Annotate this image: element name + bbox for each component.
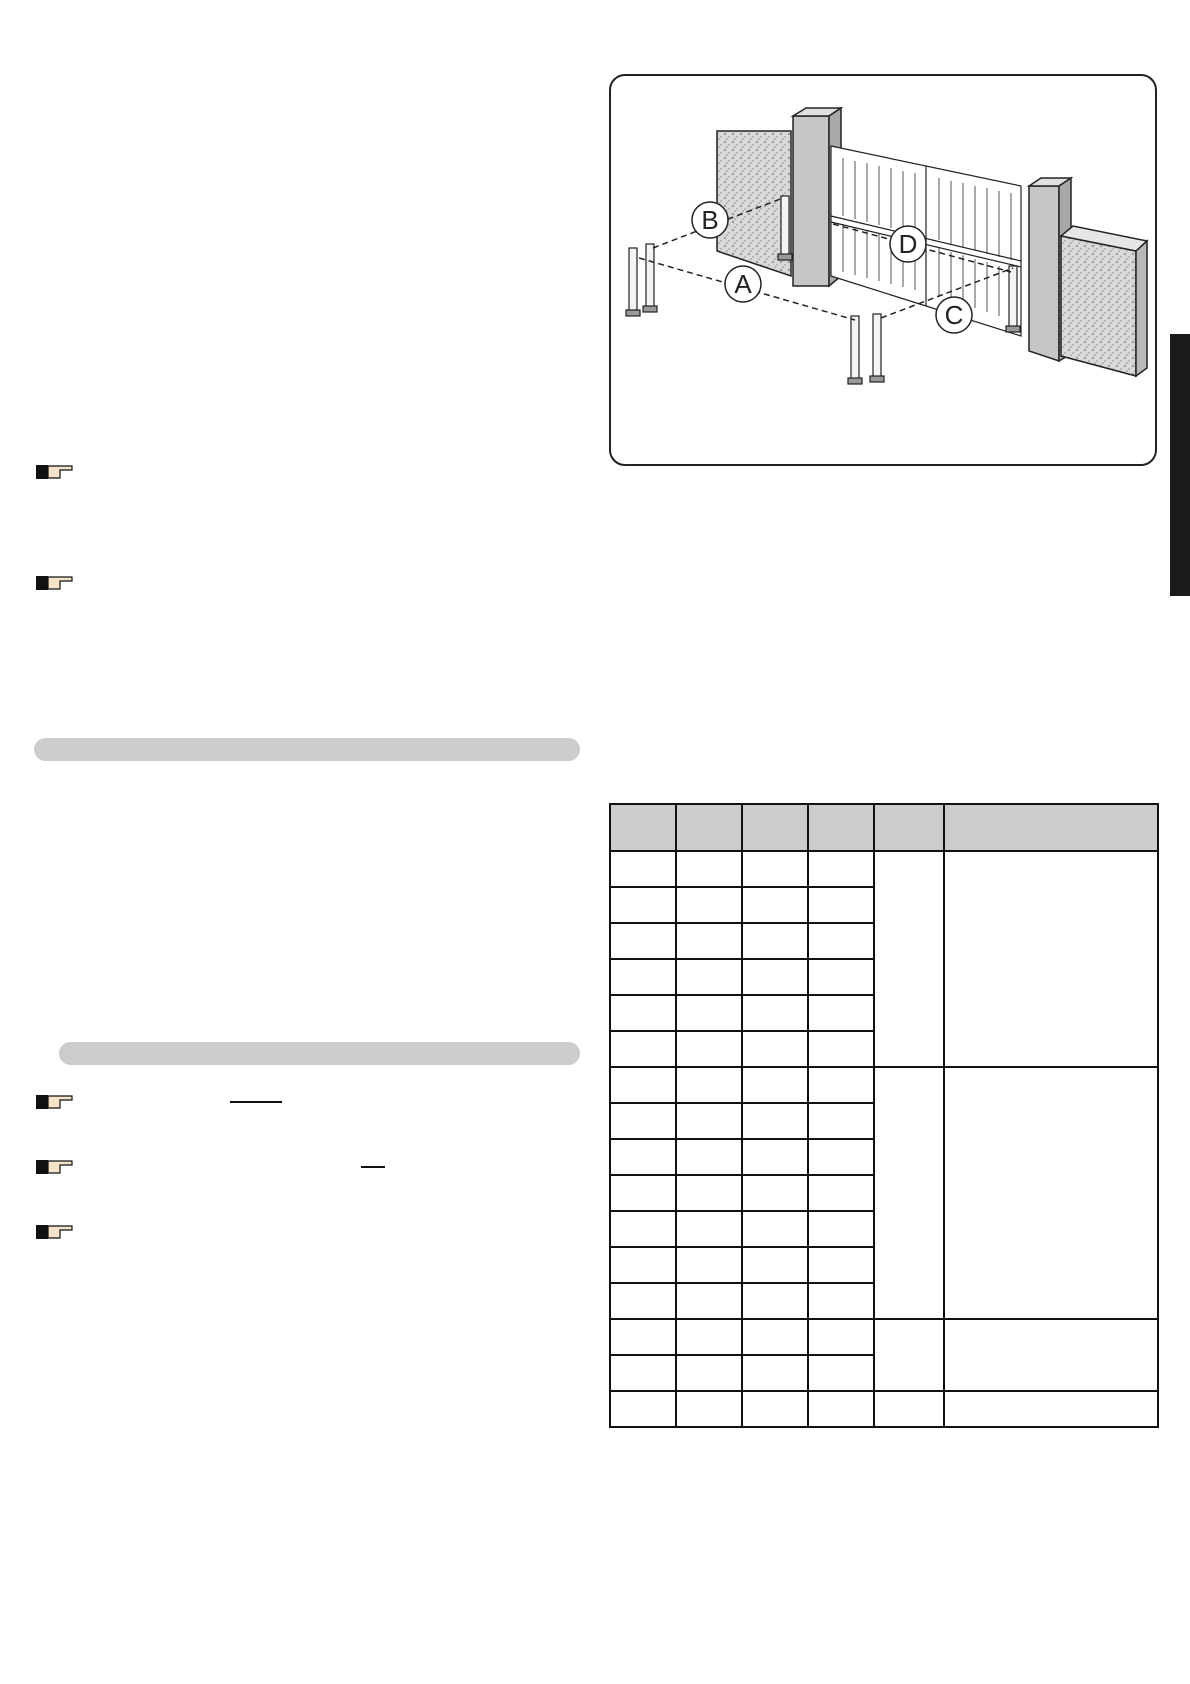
header-cell xyxy=(610,804,676,851)
table-cell xyxy=(808,1391,874,1427)
table-cell xyxy=(610,1247,676,1283)
table-row xyxy=(610,1067,1158,1103)
table-cell xyxy=(676,1355,742,1391)
svg-text:B: B xyxy=(701,205,719,235)
table-cell xyxy=(676,1247,742,1283)
table-cell xyxy=(742,851,808,887)
merged-cell xyxy=(944,1319,1158,1391)
svg-text:A: A xyxy=(734,269,752,299)
table-cell xyxy=(808,1247,874,1283)
table-cell xyxy=(676,1067,742,1103)
header-cell xyxy=(944,804,1158,851)
table-header-row xyxy=(610,804,1158,851)
table-cell xyxy=(610,995,676,1031)
table-cell xyxy=(808,1319,874,1355)
label-b xyxy=(692,202,728,238)
underline-mark xyxy=(361,1166,385,1168)
header-cell xyxy=(808,804,874,851)
section-heading-bar xyxy=(34,738,580,761)
table-cell xyxy=(610,1139,676,1175)
table-cell xyxy=(610,851,676,887)
label-c xyxy=(936,297,972,333)
table-cell xyxy=(808,887,874,923)
table-cell xyxy=(676,1175,742,1211)
merged-cell xyxy=(944,851,1158,1067)
table-cell xyxy=(742,1355,808,1391)
page-edge-tab xyxy=(1170,334,1190,596)
table-cell xyxy=(944,1391,1158,1427)
pointing-hand-icon xyxy=(34,571,78,595)
table-cell xyxy=(610,923,676,959)
gate-illustration xyxy=(611,76,1155,464)
table-cell xyxy=(610,1031,676,1067)
table-cell xyxy=(676,959,742,995)
table-cell xyxy=(676,1391,742,1427)
table-cell xyxy=(742,1391,808,1427)
pointing-hand-icon xyxy=(34,1090,78,1114)
table-cell xyxy=(808,1211,874,1247)
table-cell xyxy=(610,959,676,995)
table-cell xyxy=(676,923,742,959)
table-cell xyxy=(676,1283,742,1319)
table-cell xyxy=(742,1211,808,1247)
table-cell xyxy=(808,1067,874,1103)
pointing-hand-icon xyxy=(34,1155,78,1179)
table-cell xyxy=(742,887,808,923)
table-cell xyxy=(742,1031,808,1067)
subsection-heading-bar xyxy=(59,1042,580,1065)
merged-cell xyxy=(874,851,944,1067)
table-cell xyxy=(610,887,676,923)
table-cell xyxy=(676,851,742,887)
table-cell xyxy=(676,1211,742,1247)
table-cell xyxy=(610,1319,676,1355)
table-cell xyxy=(676,1319,742,1355)
table-cell xyxy=(610,1283,676,1319)
table-cell xyxy=(676,1103,742,1139)
table-row xyxy=(610,1391,1158,1427)
table-cell xyxy=(874,1391,944,1427)
table-cell xyxy=(742,1139,808,1175)
svg-text:C: C xyxy=(944,300,964,330)
gate-figure xyxy=(609,74,1157,466)
table-cell xyxy=(610,1175,676,1211)
table-row xyxy=(610,1319,1158,1355)
table-cell xyxy=(676,995,742,1031)
table-cell xyxy=(742,1067,808,1103)
table-cell xyxy=(742,1319,808,1355)
merged-cell xyxy=(944,1067,1158,1319)
table-cell xyxy=(742,923,808,959)
underline-mark xyxy=(230,1101,282,1103)
table-cell xyxy=(808,1103,874,1139)
table-cell xyxy=(610,1211,676,1247)
svg-text:D: D xyxy=(898,229,918,259)
header-cell xyxy=(742,804,808,851)
table-cell xyxy=(610,1067,676,1103)
label-a xyxy=(725,266,761,302)
table-cell xyxy=(610,1355,676,1391)
right-wall xyxy=(1061,226,1147,376)
label-d xyxy=(890,226,926,262)
table-cell xyxy=(742,995,808,1031)
table-cell xyxy=(808,1139,874,1175)
table-cell xyxy=(808,923,874,959)
table-cell xyxy=(742,1103,808,1139)
table-cell xyxy=(742,1247,808,1283)
table-cell xyxy=(808,995,874,1031)
header-cell xyxy=(676,804,742,851)
table-cell xyxy=(808,959,874,995)
header-cell xyxy=(874,804,944,851)
table-cell xyxy=(676,1139,742,1175)
table-cell xyxy=(742,1175,808,1211)
table-cell xyxy=(676,1031,742,1067)
table-cell xyxy=(742,1283,808,1319)
pointing-hand-icon xyxy=(34,1220,78,1244)
table-cell xyxy=(808,1355,874,1391)
merged-cell xyxy=(874,1067,944,1319)
table-cell xyxy=(808,1283,874,1319)
pointing-hand-icon xyxy=(34,460,78,484)
merged-cell xyxy=(874,1319,944,1391)
table-cell xyxy=(808,851,874,887)
table-cell xyxy=(610,1103,676,1139)
table-row xyxy=(610,851,1158,887)
table-cell xyxy=(808,1175,874,1211)
table-cell xyxy=(808,1031,874,1067)
data-table xyxy=(609,803,1159,1428)
table-cell xyxy=(676,887,742,923)
table-cell xyxy=(610,1391,676,1427)
table-cell xyxy=(742,959,808,995)
